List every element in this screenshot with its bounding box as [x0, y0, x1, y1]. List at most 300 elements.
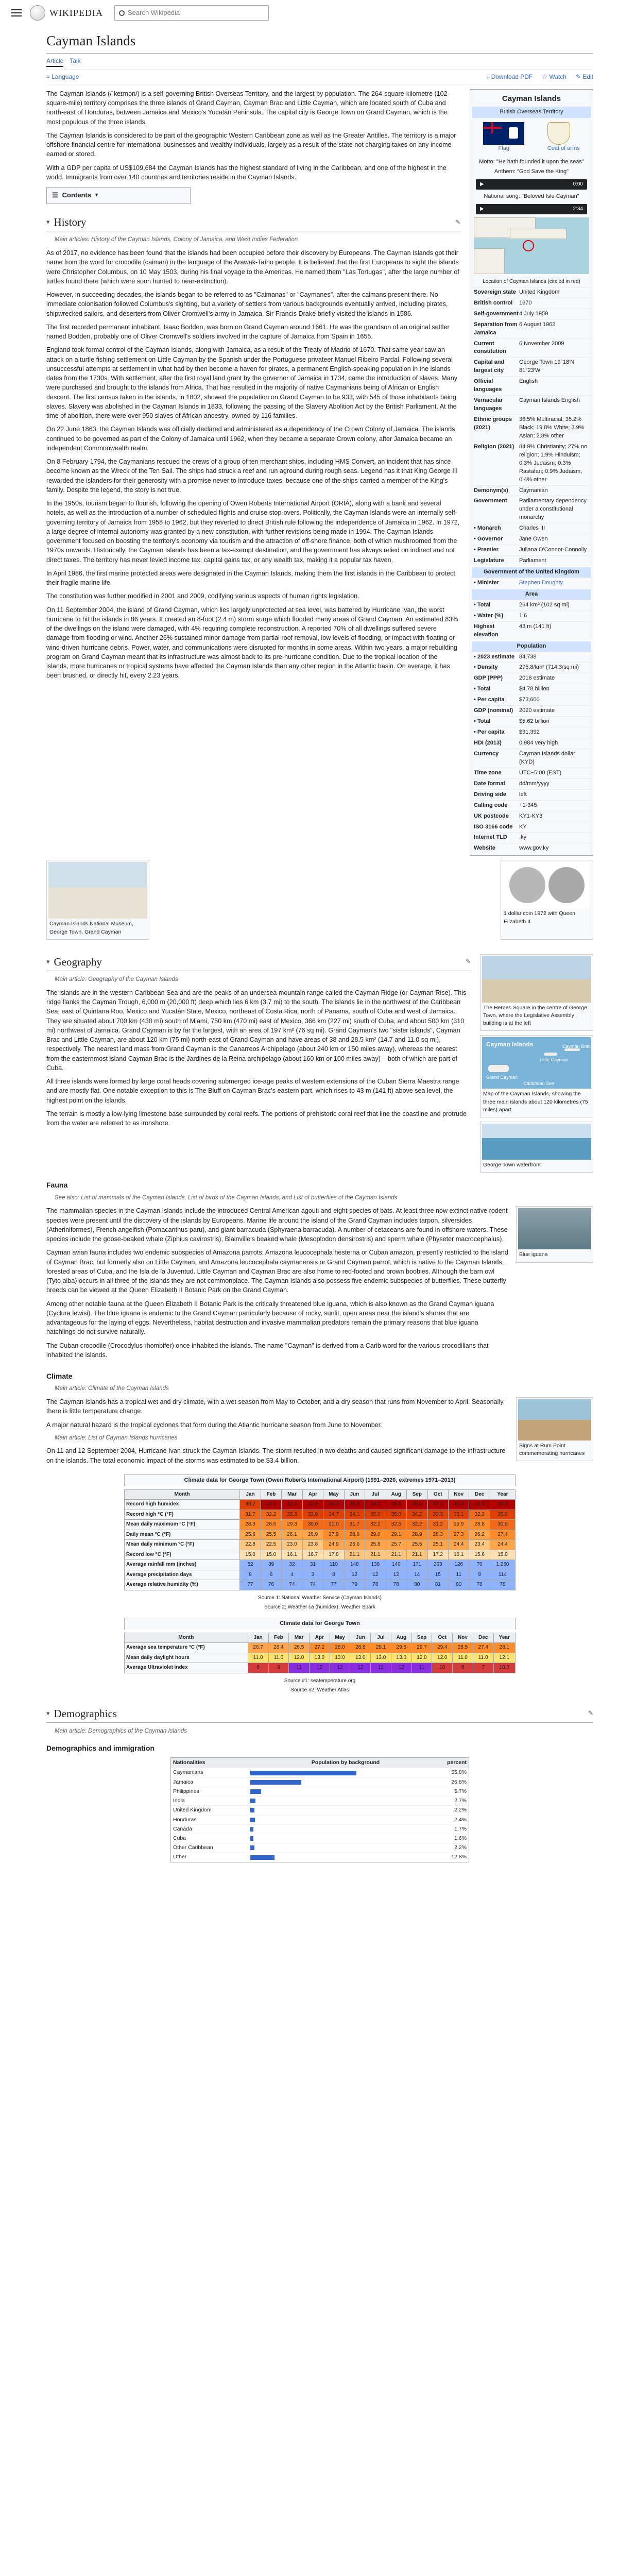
- paragraph: The Cayman Islands has a tropical wet and dry climate, with a wet season from May to October, and a dry season that runs from November to April. Seasonally, there is little temperature change.: [46, 1398, 505, 1415]
- infobox-row: [472, 843, 591, 854]
- table-cell: 29.3: [282, 1520, 302, 1530]
- column-header: Dec: [469, 1489, 490, 1500]
- column-header: Sep: [407, 1489, 427, 1500]
- table-cell: 25.7: [386, 1540, 406, 1550]
- table-cell: 4: [282, 1570, 302, 1580]
- row-key: Religion (2021): [474, 443, 514, 450]
- table-cell: 15.0: [261, 1550, 281, 1560]
- column-header: Mar: [282, 1489, 302, 1500]
- bar-track: [250, 1818, 441, 1822]
- bar: [250, 1789, 261, 1794]
- bar: [250, 1771, 356, 1775]
- column-header: Month: [125, 1633, 248, 1643]
- infobox-title: Cayman Islands: [502, 94, 561, 103]
- table-cell: 28.9: [407, 1530, 427, 1540]
- column-header: Apr: [302, 1489, 323, 1500]
- column-header: Feb: [261, 1489, 281, 1500]
- infobox-row: [472, 716, 591, 727]
- fauna-block: [46, 1206, 593, 1364]
- figure-caption: George Town waterfront: [483, 1162, 541, 1168]
- bar-value: 26.8%: [451, 1778, 467, 1785]
- table-cell: 29.7: [411, 1643, 432, 1653]
- row-key: Official languages: [474, 378, 502, 393]
- table-cell: 30.0: [302, 1520, 323, 1530]
- table-cell: 34.7: [323, 1510, 344, 1520]
- paragraph: The terrain is mostly a low-lying limestone base surrounded by coral reefs. The portions of prehistoric coral reef that line the coastline and protrude from the water are referred to as ironshore.: [46, 1110, 467, 1127]
- table-cell: 42.4: [282, 1500, 302, 1510]
- row-value: Charles III: [519, 525, 545, 532]
- table-cell: 28.6: [344, 1530, 365, 1540]
- row-key: • Total: [474, 686, 491, 692]
- infobox-row: [472, 395, 591, 414]
- table-cell: 13.0: [350, 1653, 371, 1663]
- heroes-square-image[interactable]: [482, 956, 591, 1003]
- table-cell: 27.4: [490, 1530, 515, 1540]
- paragraph: All three islands were formed by large coral heads covering submerged ice-age peaks of western extensions of the Cuban Sierra Maestra range and are mostly flat. One notable exception to this is The Bluff on Cayman Brac's eastern part, which rises to 43 m (141 ft) above sea level, the highest point on the islands.: [46, 1078, 459, 1104]
- bar-label: Philippines: [173, 1788, 199, 1794]
- audio-player[interactable]: [476, 204, 587, 214]
- table-caption: Climate data for George Town (Owen Roberts International Airport) (1991–2020, extremes 1971–2013): [124, 1475, 516, 1486]
- table-cell: 12: [365, 1570, 386, 1580]
- search-placeholder: Search Wikipedia: [127, 8, 180, 16]
- paragraph: However, in succeeding decades, the islands began to be referred to as "Caimanas" or "Caymanes", after the caimans present there. No immediate colonisation followed Columbus's sighting, but a variety of settlers from various backgrounds eventually arrived, including pirates, shipwrecked sailors, and deserters from Oliver Cromwell's army in Jamaica. Sir Francis Drake briefly visited the islands in 1586.: [46, 291, 448, 317]
- section-history[interactable]: [46, 214, 460, 231]
- table-cell: 78: [469, 1580, 490, 1590]
- section-geography[interactable]: [46, 954, 471, 971]
- table-cell: 26.1: [282, 1530, 302, 1540]
- bar-track: [250, 1799, 441, 1803]
- figure-caption: The Heroes Square in the centre of George Town, where the Legislative Assembly building is at the left: [483, 1004, 587, 1027]
- menu-icon[interactable]: [11, 9, 22, 16]
- waterfront-image[interactable]: [482, 1124, 591, 1160]
- hatnote[interactable]: Main article: Geography of the Cayman Islands: [55, 976, 178, 983]
- article-body: [46, 89, 460, 856]
- map-caption: Location of Cayman Islands (circled in red): [483, 279, 580, 285]
- figure[interactable]: [516, 1206, 593, 1262]
- figure[interactable]: [46, 860, 149, 939]
- row-key: UK postcode: [474, 812, 509, 819]
- play-icon[interactable]: ▶: [480, 206, 484, 212]
- row-value: 84,738: [519, 653, 537, 660]
- section-climate: Climate: [46, 1372, 73, 1381]
- paragraph: On 11 September 2004, the island of Grand Cayman, which lies largely unprotected at sea level, was battered by Hurricane Ivan, the worst hurricane to hit the islands in 86 years. It created an 8-foot (2.4 m) storm surge which flooded many areas of Grand Cayman. An estimated 83% of the dwellings on the island were damaged, with 4% requiring complete reconstruction. A reported 70% of all dwellings suffered severe damage from flooding or wind. Another 26% sustained minor damage from partial roof removal, low levels of flooding, or impact with floating or wind-driven hurricane debris. Power, water, and communications were disrupted for months in some areas. Within two years, a major rebuilding program on Grand Cayman meant that its infrastructure was almost back to its pre-hurricane condition. Due to the tropical location of the islands, more hurricanes or tropical systems have affected the Cayman Islands than any other region in the Atlantic basin. On average, it has been brushed, or directly hit, every 2.23 years.: [46, 606, 458, 680]
- row-key: Separation from Jamaica: [474, 321, 518, 336]
- row-label: Daily mean °C (°F): [125, 1530, 240, 1540]
- table-cell: 45.0: [323, 1500, 344, 1510]
- figure[interactable]: [480, 954, 593, 1031]
- row-value: 0.984 very high: [519, 740, 558, 747]
- table-cell: 11.0: [473, 1653, 493, 1663]
- table-caption: Climate data for George Town: [124, 1618, 516, 1630]
- map-island: [544, 1053, 557, 1056]
- table-row: [125, 1540, 516, 1550]
- bar: [250, 1836, 253, 1841]
- row-value: Caymanian: [519, 487, 548, 494]
- chevron-down-icon: ▾: [46, 1709, 50, 1717]
- table-cell: 34.2: [407, 1510, 427, 1520]
- row-key: GDP (PPP): [474, 675, 503, 682]
- section-title: Demographics: [54, 1707, 117, 1720]
- row-key: Currency: [474, 750, 499, 757]
- bar-label: Caymanians: [173, 1769, 203, 1776]
- infobox-row: [472, 376, 591, 395]
- table-cell: 26.2: [469, 1530, 490, 1540]
- row-label: Mean daily daylight hours: [125, 1653, 248, 1663]
- table-cell: 31.7: [240, 1510, 261, 1520]
- row-key: • Minister: [474, 579, 500, 586]
- row-value: KY1-KY3: [519, 812, 543, 819]
- table-cell: 12: [391, 1663, 411, 1673]
- bar-label: India: [173, 1798, 185, 1804]
- edit-icon[interactable]: ✎: [588, 1709, 593, 1717]
- figure-caption: Blue iguana: [519, 1251, 548, 1258]
- table-cell: 28.5: [453, 1643, 473, 1653]
- table-cell: 28.8: [469, 1520, 490, 1530]
- table-cell: 32.2: [407, 1520, 427, 1530]
- table-cell: 25.1: [427, 1540, 448, 1550]
- table-cell: 12: [371, 1663, 391, 1673]
- column-header: May: [323, 1489, 344, 1500]
- row-key: GDP (nominal): [474, 707, 513, 714]
- table-cell: 12: [386, 1570, 406, 1580]
- table-cell: 70: [469, 1560, 490, 1570]
- infobox-row: [472, 662, 591, 673]
- section-demographics[interactable]: [46, 1706, 593, 1723]
- table-cell: 11.0: [268, 1653, 289, 1663]
- table-cell: 31.7: [344, 1520, 365, 1530]
- table-cell: 25.8: [365, 1540, 386, 1550]
- table-source: Source #2: Weather Atlas: [290, 1687, 349, 1693]
- bar-row: [171, 1834, 469, 1843]
- row-value: 6 August 1962: [519, 321, 556, 328]
- cayman-map-image[interactable]: [482, 1037, 591, 1089]
- audio-time: 0:00: [573, 181, 583, 188]
- table-header-row: [125, 1633, 516, 1643]
- bar-track: [250, 1808, 441, 1812]
- audio-player[interactable]: [476, 179, 587, 190]
- row-key: Self-government: [474, 310, 519, 317]
- table-cell: 40.9: [261, 1500, 281, 1510]
- table-cell: 13.0: [371, 1653, 391, 1663]
- bar-row: [171, 1777, 469, 1787]
- bar-label: Cuba: [173, 1835, 186, 1841]
- table-cell: 8: [323, 1570, 344, 1580]
- table-cell: 22.8: [240, 1540, 261, 1550]
- table-row: [125, 1520, 516, 1530]
- table-cell: 13.0: [391, 1653, 411, 1663]
- column-header: May: [330, 1633, 350, 1643]
- table-cell: 38.2: [240, 1500, 261, 1510]
- paragraph: The first recorded permanent inhabitant, Isaac Bodden, was born on Grand Cayman around 1661. He was the grandson of an original settler named Bodden, probably one of Oliver Cromwell's soldiers involved in the capture of Jamaica from Spain in 1655.: [46, 323, 450, 341]
- table-cell: 24.4: [448, 1540, 469, 1550]
- hatnote[interactable]: Main article: Climate of the Cayman Islands: [55, 1385, 169, 1392]
- row-value: 6 November 2009: [519, 340, 564, 347]
- bar-row: [171, 1852, 469, 1861]
- column-header: Apr: [309, 1633, 330, 1643]
- wikipedia-logo[interactable]: [30, 5, 103, 21]
- table-cell: 32: [282, 1560, 302, 1570]
- iguana-image[interactable]: [518, 1208, 591, 1249]
- table-cell: 17.2: [427, 1550, 448, 1560]
- table-cell: 43.5: [302, 1500, 323, 1510]
- row-value: 1.6: [519, 612, 527, 619]
- row-value: Parliament: [519, 557, 546, 564]
- row-value: +1-345: [519, 802, 537, 808]
- coat-of-arms-image[interactable]: [547, 122, 570, 145]
- flag-image[interactable]: [483, 122, 524, 145]
- table-cell: 39: [261, 1560, 281, 1570]
- table-of-contents[interactable]: [46, 187, 191, 204]
- table-cell: 46.8: [344, 1500, 365, 1510]
- coa-label[interactable]: Coat of arms: [547, 145, 580, 151]
- table-cell: 8: [248, 1663, 268, 1673]
- map-land: [474, 248, 505, 274]
- museum-image[interactable]: [48, 862, 147, 919]
- bar: [250, 1855, 274, 1860]
- bar-value: 5.7%: [454, 1788, 467, 1794]
- page-title: Cayman Islands: [46, 31, 593, 54]
- row-key: Website: [474, 845, 495, 852]
- national-song: National song: "Beloved Isle Cayman": [484, 193, 579, 200]
- table-cell: 21.1: [344, 1550, 365, 1560]
- table-cell: 78: [386, 1580, 406, 1590]
- infobox-row: [472, 319, 591, 338]
- infobox-row: [472, 523, 591, 534]
- row-key: ISO 3166 code: [474, 823, 513, 830]
- download-pdf-button[interactable]: ⤓ Download PDF: [486, 73, 533, 80]
- chart-header: [171, 1758, 469, 1768]
- infobox-row: [472, 555, 591, 566]
- bar-label: Jamaica: [173, 1778, 194, 1785]
- row-value: 264 km² (102 sq mi): [519, 601, 570, 608]
- map-island: [488, 1065, 509, 1072]
- column-header: Jun: [350, 1633, 371, 1643]
- table-row: [125, 1643, 516, 1653]
- history-figures: [46, 860, 593, 939]
- table-cell: 35.0: [490, 1510, 515, 1520]
- table-cell: 9: [268, 1663, 289, 1673]
- figure-caption: 1 dollar coin 1972 with Queen Elizabeth II: [504, 910, 575, 925]
- table-row: [125, 1510, 516, 1520]
- bar-track: [250, 1771, 441, 1775]
- table-row: [125, 1530, 516, 1540]
- table-row: [125, 1663, 516, 1673]
- figure[interactable]: [480, 1035, 593, 1117]
- table-cell: 80: [407, 1580, 427, 1590]
- table-cell: 138: [365, 1560, 386, 1570]
- tab-talk[interactable]: Talk: [70, 57, 81, 65]
- table-cell: 30.5: [490, 1520, 515, 1530]
- table-cell: 8: [453, 1663, 473, 1673]
- location-map[interactable]: [474, 217, 589, 274]
- row-key: Government: [474, 498, 507, 504]
- row-value: 2020 estimate: [519, 707, 555, 714]
- row-label: Mean daily maximum °C (°F): [125, 1520, 240, 1530]
- figure[interactable]: [501, 860, 593, 939]
- table-cell: 23.4: [469, 1540, 490, 1550]
- column-header: Jan: [240, 1489, 261, 1500]
- figure[interactable]: [516, 1397, 593, 1461]
- anthem: Anthem: "God Save the King": [494, 168, 569, 175]
- figure[interactable]: [480, 1122, 593, 1173]
- edit-label: Edit: [582, 73, 593, 80]
- tab-article[interactable]: Article: [46, 57, 63, 66]
- infobox-section[interactable]: Government of the United Kingdom: [472, 567, 591, 578]
- table-cell: 21.1: [386, 1550, 406, 1560]
- table-cell: 31.2: [427, 1520, 448, 1530]
- location-circle: [523, 240, 534, 251]
- edit-icon[interactable]: ✎: [455, 218, 460, 226]
- infobox-row: [472, 338, 591, 358]
- table-cell: 203: [427, 1560, 448, 1570]
- row-value: $73,600: [519, 697, 540, 703]
- column-header: Sep: [411, 1633, 432, 1643]
- column-header: Oct: [432, 1633, 453, 1643]
- table-cell: 12.0: [289, 1653, 310, 1663]
- paragraph: On 11 and 12 September 2004, Hurricane Ivan struck the Cayman Islands. The storm resulted in two deaths and caused significant damage to the infrastructure on the islands. The total economic impact of the storms was estimated to be $3.4 billion.: [46, 1447, 506, 1464]
- table-cell: 21.1: [407, 1550, 427, 1560]
- row-key: Internet TLD: [474, 834, 507, 841]
- infobox-row: [472, 485, 591, 496]
- column-header: Year: [493, 1633, 515, 1643]
- paragraph: On 22 June 1863, the Cayman Islands was officially declared and administered as a dependency of the Crown Colony of Jamaica. The islands continued to be governed as part of the Colony of Jamaica until 1962, when they became a separate Crown colony, after Jamaica became an independent Commonwealth realm.: [46, 426, 455, 452]
- coa-block: [547, 122, 580, 153]
- bar-row: [171, 1796, 469, 1805]
- infobox-row: [472, 611, 591, 621]
- table-source: Source #1: seatemperature.org: [284, 1677, 356, 1684]
- bar-track: [250, 1789, 441, 1794]
- row-label: Record high humidex: [125, 1500, 240, 1510]
- globe-icon: [30, 5, 45, 21]
- table-cell: 15.6: [469, 1550, 490, 1560]
- table-cell: 10.3: [493, 1663, 515, 1673]
- infobox-row: [472, 414, 591, 442]
- bar-row: [171, 1768, 469, 1777]
- flag-label[interactable]: Flag: [498, 145, 509, 151]
- infobox-row: [472, 778, 591, 789]
- language-label: Language: [52, 73, 79, 80]
- bar-track: [250, 1855, 441, 1860]
- search-input[interactable]: [114, 5, 269, 21]
- subsection-title: Demographics and immigration: [46, 1743, 155, 1752]
- table-cell: 148: [344, 1560, 365, 1570]
- table-cell: 33.1: [448, 1510, 469, 1520]
- watch-button[interactable]: ☆ Watch: [542, 73, 566, 80]
- column-header: Nov: [453, 1633, 473, 1643]
- table-cell: 43.4: [448, 1500, 469, 1510]
- row-label: Record low °C (°F): [125, 1550, 240, 1560]
- climate-block: [46, 1397, 593, 1469]
- table-cell: 49.5: [490, 1500, 515, 1510]
- bar-row: [171, 1815, 469, 1824]
- table-cell: 26.7: [248, 1643, 268, 1653]
- row-label: Average rainfall mm (inches): [125, 1560, 240, 1570]
- table-cell: 12.1: [493, 1653, 515, 1663]
- table-cell: 8: [240, 1570, 261, 1580]
- infobox-row: [472, 684, 591, 694]
- table-cell: 26.9: [302, 1530, 323, 1540]
- hurricane-signs-image[interactable]: [518, 1399, 591, 1440]
- infobox-row: [472, 309, 591, 319]
- infobox-row: [472, 652, 591, 663]
- map-land: [510, 229, 566, 239]
- column-header: Year: [490, 1489, 515, 1500]
- table-cell: 16.7: [302, 1550, 323, 1560]
- bar-value: 12.8%: [451, 1854, 467, 1860]
- edit-icon[interactable]: ✎: [465, 958, 471, 965]
- column-header: Jun: [344, 1489, 365, 1500]
- toc-label: Contents: [62, 191, 91, 199]
- hatnote[interactable]: Main article: Demographics of the Cayman Islands: [55, 1728, 187, 1735]
- table-cell: 12: [344, 1570, 365, 1580]
- table-cell: 171: [407, 1560, 427, 1570]
- column-header: Nov: [448, 1489, 469, 1500]
- infobox-row: [472, 600, 591, 611]
- bar-label: Other: [173, 1854, 187, 1860]
- row-key: Ethnic groups (2021): [474, 416, 512, 431]
- paragraph: England took formal control of the Cayman Islands, along with Jamaica, as a result of the Treaty of Madrid of 1670. That same year saw an attack on a turtle fishing settlement on Little Cayman by the Spanish under the Portuguese privateer Manuel Ribeiro Pardal. Following several unsuccessful attempts at settlement in what had by then become a haven for pirates, a permanent English-speaking population in the islands dates from the 1730s. With settlement, after the first royal land grant by the governor of Jamaica in 1734, came the introduction of slaves. Many were purchased and brought to the islands from Africa. That has resulted in the majority of native Caymanians being of African or English descent. The first census taken in the islands, in 1802, showed the population on Grand Cayman to be 933, with 545 of those inhabitants being slaves. Slavery was abolished in the Cayman Islands in 1833, following the passing of the Slavery Abolition Act by the British Parliament. At the time of abolition, there were over 950 slaves of African ancestry, owned by 116 families.: [46, 346, 458, 420]
- table-cell: 25.5: [261, 1530, 281, 1540]
- infobox-row: [472, 822, 591, 833]
- infobox-row: [472, 442, 591, 485]
- hatnote[interactable]: See also: List of mammals of the Cayman Islands, List of birds of the Cayman Islands, and List of butterflies of the Cayman Islands: [55, 1194, 398, 1201]
- table-cell: 32.5: [386, 1520, 406, 1530]
- table-cell: 32.2: [261, 1510, 281, 1520]
- table-cell: 49.1: [407, 1500, 427, 1510]
- row-value: 2018 estimate: [519, 675, 555, 682]
- row-key: Legislature: [474, 557, 504, 564]
- hatnote[interactable]: Main article: List of Cayman Islands hurricanes: [55, 1434, 178, 1441]
- section-fauna: Fauna: [46, 1181, 68, 1190]
- row-label: Average sea temperature °C (°F): [125, 1643, 248, 1653]
- table-cell: 25.6: [240, 1530, 261, 1540]
- row-value[interactable]: Stephen Doughty: [519, 579, 563, 586]
- table-cell: 26.5: [289, 1643, 310, 1653]
- infobox: [470, 89, 593, 856]
- column-header: Aug: [391, 1633, 411, 1643]
- table-cell: 32.2: [365, 1520, 386, 1530]
- chevron-down-icon: ▾: [46, 957, 50, 965]
- row-key: • Monarch: [474, 525, 501, 532]
- infobox-subtitle[interactable]: British Overseas Territory: [472, 107, 591, 118]
- hatnote[interactable]: Main articles: History of the Cayman Islands, Colony of Jamaica, and West Indies Federation: [55, 236, 298, 243]
- play-icon[interactable]: ▶: [480, 181, 484, 188]
- row-value: 36.5% Multiracial; 35.2% Black; 19.8% White; 3.9% Asian; 2.8% other: [519, 416, 585, 439]
- climate-table-1: [124, 1475, 516, 1613]
- table-cell: 9: [469, 1570, 490, 1580]
- column-header: Aug: [386, 1489, 406, 1500]
- coin-image[interactable]: [503, 862, 591, 908]
- bar-label: Canada: [173, 1825, 192, 1832]
- table-cell: 35.0: [365, 1510, 386, 1520]
- table-cell: 15: [427, 1570, 448, 1580]
- bar: [250, 1827, 253, 1832]
- infobox-row: [472, 811, 591, 822]
- row-key: Calling code: [474, 802, 508, 808]
- edit-button[interactable]: ✎ Edit: [575, 73, 593, 80]
- table-cell: 78: [365, 1580, 386, 1590]
- column-header: Feb: [268, 1633, 289, 1643]
- table-cell: 28.0: [330, 1643, 350, 1653]
- row-key: • Per capita: [474, 729, 505, 736]
- table-source: Source 1: National Weather Service (Cayman Islands): [258, 1595, 382, 1601]
- row-key: Highest elevation: [474, 623, 499, 638]
- language-button[interactable]: ⌗ Language: [46, 73, 79, 80]
- infobox-row: [472, 534, 591, 545]
- intro-paragraph: The Cayman Islands is considered to be part of the geographic Western Caribbean zone as well as the Greater Antilles. The territory is a major offshore financial centre for international businesses and wealthy individuals, largely as a result of the state not charging taxes on any income earned or stored.: [46, 131, 456, 158]
- table-cell: 28.3: [427, 1530, 448, 1540]
- chart-title: Population by background: [311, 1759, 380, 1766]
